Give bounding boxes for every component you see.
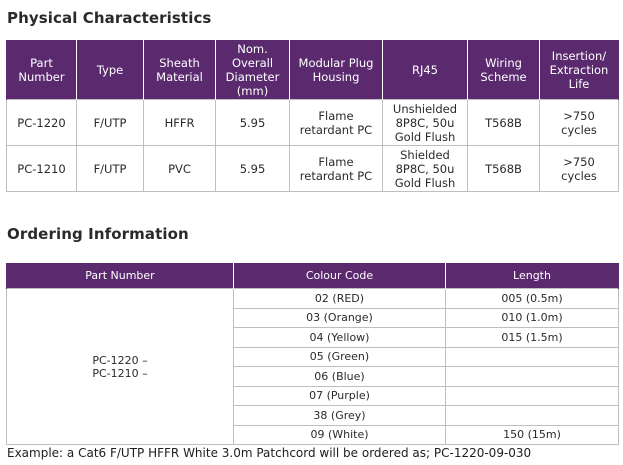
cell-line: Number bbox=[18, 69, 65, 84]
ordering-example-note: Example: a Cat6 F/UTP HFFR White 3.0m Patchcord will be ordered as; PC-1220-09-030 bbox=[7, 446, 532, 460]
physical-header-cell bbox=[540, 40, 619, 100]
physical-header-cell bbox=[77, 40, 144, 100]
cell-line: HFFR bbox=[164, 115, 195, 130]
cell-line: PC-1210 – bbox=[92, 366, 148, 380]
table-cell bbox=[144, 146, 216, 192]
length-cell bbox=[446, 347, 619, 367]
length-cell: 150 (15m) bbox=[446, 425, 619, 445]
cell-line: Shielded bbox=[400, 147, 450, 162]
length-cell bbox=[446, 367, 619, 387]
cell-line: Flame bbox=[318, 108, 354, 123]
cell-line: Diameter bbox=[225, 69, 280, 84]
table-cell bbox=[7, 100, 77, 146]
cell-line: PC-1220 – bbox=[92, 353, 148, 367]
cell-line: 5.95 bbox=[239, 115, 266, 130]
cell-line: cycles bbox=[561, 122, 597, 137]
cell-line: Sheath bbox=[159, 55, 200, 70]
cell-line: F/UTP bbox=[93, 161, 127, 176]
cell-line: Life bbox=[568, 76, 590, 91]
cell-line: T568B bbox=[485, 115, 522, 130]
colour-code-cell: 05 (Green) bbox=[234, 347, 446, 367]
table-cell bbox=[144, 100, 216, 146]
cell-line: F/UTP bbox=[93, 115, 127, 130]
cell-line: PVC bbox=[168, 161, 191, 176]
cell-line: 8P8C, 50u bbox=[395, 115, 455, 130]
length-cell: 010 (1.0m) bbox=[446, 308, 619, 328]
cell-line: Modular Plug bbox=[298, 55, 374, 70]
cell-line: cycles bbox=[561, 168, 597, 183]
length-cell bbox=[446, 406, 619, 426]
cell-line: 5.95 bbox=[239, 161, 266, 176]
ordering-header-part-number: Part Number bbox=[7, 263, 234, 289]
table-row bbox=[7, 289, 619, 309]
length-cell bbox=[446, 386, 619, 406]
cell-line: (mm) bbox=[236, 83, 269, 98]
colour-code-cell: 02 (RED) bbox=[234, 289, 446, 309]
cell-line: >750 bbox=[563, 108, 595, 123]
colour-code-cell: 07 (Purple) bbox=[234, 386, 446, 406]
colour-code-cell: 04 (Yellow) bbox=[234, 328, 446, 348]
cell-line: Gold Flush bbox=[394, 129, 456, 144]
colour-code-cell: 06 (Blue) bbox=[234, 367, 446, 387]
cell-line: Part bbox=[30, 55, 53, 70]
physical-characteristics-table bbox=[6, 40, 619, 192]
cell-line: Unshielded bbox=[392, 101, 458, 116]
cell-line: Scheme bbox=[480, 69, 527, 84]
table-cell bbox=[216, 146, 290, 192]
colour-code-cell: 38 (Grey) bbox=[234, 406, 446, 426]
colour-code-cell: 09 (White) bbox=[234, 425, 446, 445]
table-cell bbox=[383, 146, 468, 192]
table-row bbox=[7, 146, 619, 192]
table-cell bbox=[468, 146, 540, 192]
cell-line: RJ45 bbox=[411, 62, 438, 77]
ordering-header-colour-code: Colour Code bbox=[234, 263, 446, 289]
cell-line: Housing bbox=[312, 69, 360, 84]
physical-header-cell bbox=[144, 40, 216, 100]
table-cell bbox=[290, 100, 383, 146]
cell-line: Extraction bbox=[549, 62, 609, 77]
cell-line: retardant PC bbox=[299, 168, 373, 183]
length-cell: 005 (0.5m) bbox=[446, 289, 619, 309]
length-cell: 015 (1.5m) bbox=[446, 328, 619, 348]
cell-line: Nom. bbox=[237, 41, 268, 56]
cell-line: Wiring bbox=[485, 55, 522, 70]
cell-line: Gold Flush bbox=[394, 175, 456, 190]
ordering-information-table bbox=[6, 263, 619, 445]
physical-header-cell bbox=[216, 40, 290, 100]
table-cell bbox=[7, 146, 77, 192]
ordering-header-row bbox=[7, 263, 619, 289]
cell-line: Flame bbox=[318, 154, 354, 169]
table-cell bbox=[216, 100, 290, 146]
physical-header-cell bbox=[468, 40, 540, 100]
cell-line: Type bbox=[96, 62, 124, 77]
ordering-information-heading: Ordering Information bbox=[7, 225, 189, 243]
physical-header-cell bbox=[7, 40, 77, 100]
part-number-cell bbox=[7, 289, 234, 445]
cell-line: Overall bbox=[231, 55, 274, 70]
table-row bbox=[7, 100, 619, 146]
cell-line: T568B bbox=[485, 161, 522, 176]
physical-characteristics-heading: Physical Characteristics bbox=[7, 9, 212, 27]
cell-line: >750 bbox=[563, 154, 595, 169]
physical-header-cell bbox=[383, 40, 468, 100]
cell-line: 8P8C, 50u bbox=[395, 161, 455, 176]
physical-header-cell bbox=[290, 40, 383, 100]
cell-line: Material bbox=[156, 69, 203, 84]
table-cell bbox=[468, 100, 540, 146]
cell-line: retardant PC bbox=[299, 122, 373, 137]
table-cell bbox=[540, 146, 619, 192]
table-cell bbox=[290, 146, 383, 192]
table-cell bbox=[77, 146, 144, 192]
cell-line: Insertion/ bbox=[551, 48, 607, 63]
table-cell bbox=[383, 100, 468, 146]
colour-code-cell: 03 (Orange) bbox=[234, 308, 446, 328]
table-cell bbox=[77, 100, 144, 146]
ordering-header-length: Length bbox=[446, 263, 619, 289]
cell-line: PC-1220 bbox=[17, 115, 66, 130]
cell-line: PC-1210 bbox=[17, 161, 66, 176]
table-cell bbox=[540, 100, 619, 146]
physical-header-row bbox=[7, 40, 619, 100]
